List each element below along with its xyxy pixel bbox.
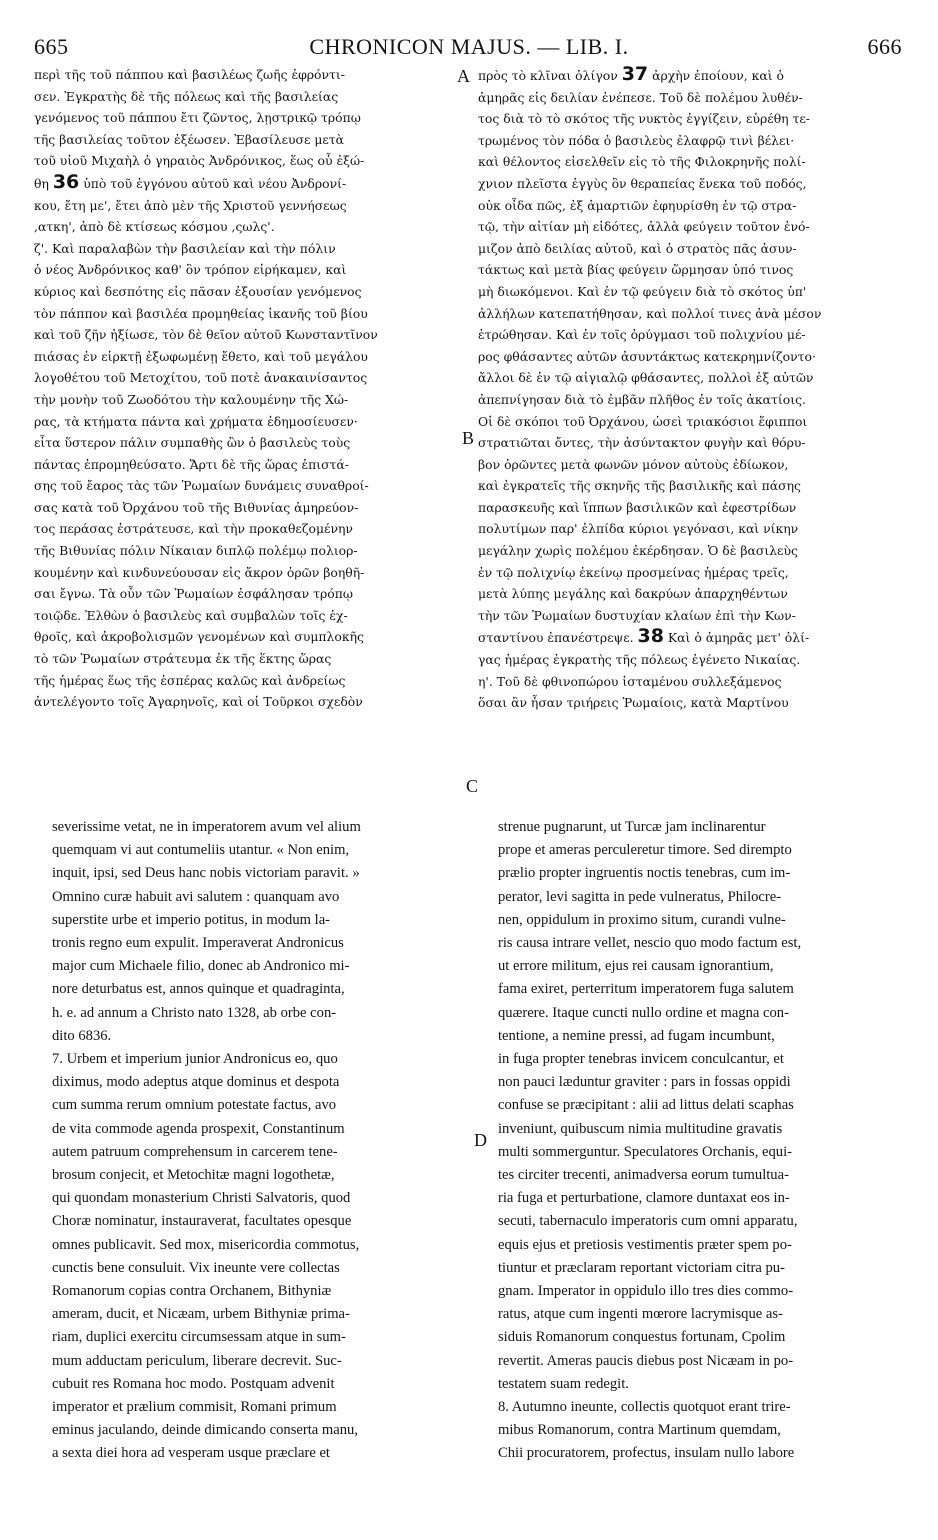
text-line: dito 6836.	[52, 1027, 112, 1044]
greek-text-right-column	[478, 64, 910, 714]
latin-text-left-column	[52, 816, 470, 1466]
text-line: Οἱ δὲ σκόποι τοῦ Ὀρχάνου, ὡσεὶ τριακόσιοι ἔφιπποι	[478, 413, 808, 429]
latin-text-right-column	[498, 816, 916, 1466]
text-line: inquit, ipsi, sed Deus hanc nobis victoriam paravit. »	[52, 865, 360, 882]
text-line: εἶτα ὕστερον πάλιν συμπαθὴς ὢν ὁ βασιλεὺς τοὺς	[34, 435, 351, 451]
text-line: Chii procuratorem, profectus, insulam nullo labore	[498, 1445, 795, 1462]
text-line: prælio propter ingruentis noctis tenebras, cum im-	[498, 865, 791, 882]
text-line: τὴν τῶν Ῥωμαίων δυστυχίαν κλαίων ἐπὶ τὴν Κων-	[478, 607, 796, 623]
text-line: ut errore militum, ejus rei causam ignorantium,	[498, 958, 774, 975]
text-line: περὶ τῆς τοῦ πάππου καὶ βασιλέως ζωῆς ἐφρόντι-	[34, 67, 345, 82]
text-line: cum summa rerum omnium potestate factus, avo	[52, 1097, 337, 1114]
text-line: confuse se præcipitant : alii ad littus delati scaphas	[498, 1097, 794, 1114]
text-line: τάκτως καὶ μετὰ βίας φεύγειν ὥρμησαν ὑπό τινος	[478, 262, 794, 278]
text-line: κου, ἔτη με', ἔτει ἀπὸ μὲν τῆς Χριστοῦ γεννήσεως	[34, 197, 347, 213]
text-line: ρας, τὰ κτήματα πάντα καὶ χρήματα ἐδημοσίευσεν·	[34, 413, 358, 429]
text-line: tiuntur et præclaram reportant victoriam citra pu-	[498, 1259, 785, 1276]
text-line: η'. Τοῦ δὲ φθινοπώρου ἱσταμένου συλλεξάμενος	[478, 673, 782, 689]
text-segment: ἀρχὴν ἐποίουν, καὶ ὁ	[648, 68, 785, 83]
text-line: testatem suam redegit.	[498, 1375, 629, 1392]
text-line: ἀπεπνίγησαν διὰ τὸ ἐμβᾶν πλῆθος ἐν τοῖς ἀκατίοις.	[478, 391, 806, 407]
text-line: quærere. Itaque cuncti nullo ordine et magna con-	[498, 1004, 789, 1021]
margin-letter-d: D	[474, 1130, 487, 1150]
text-line: inveniunt, quibuscum nimia multitudine gravatis	[498, 1120, 783, 1137]
text-line: tes circiter trecenti, animadversa eorum tumultua-	[498, 1167, 789, 1184]
text-line: ris causa intrare vellet, nescio quo modo factum est,	[498, 935, 802, 952]
text-line: τὸ τῶν Ῥωμαίων στράτευμα ἐκ τῆς ἕκτης ὥρας	[34, 651, 332, 667]
text-line: σεν. Ἐγκρατὴς δὲ τῆς πόλεως καὶ τῆς βασιλείας	[34, 88, 339, 104]
text-line: γενόμενος τοῦ πάππου ἔτι ζῶντος, λῃστρικῷ τρόπῳ	[34, 110, 361, 126]
text-line: major cum Michaele filio, donec ab Andronico mi-	[52, 958, 350, 975]
margin-letter-b: B	[462, 428, 475, 448]
text-line: τος περάσας ἐστράτευσε, καὶ τὴν προκαθεζομένην	[34, 521, 353, 537]
text-line: Choræ nominatur, instauraverat, facultates opesque	[52, 1213, 352, 1230]
text-line: μετὰ λύπης μεγάλης καὶ δακρύων ἀπαρχηθέντων	[478, 586, 788, 602]
text-line: τῆς Βιθυνίας πόλιν Νίκαιαν διπλῷ πολέμῳ πολιορ-	[34, 543, 358, 559]
text-line: τῆς βασιλείας τοῦτον ἐξέωσεν. Ἐβασίλευσε μετὰ	[34, 131, 345, 147]
text-line: omnes publicavit. Sed mox, misericordia commotus,	[52, 1236, 360, 1253]
text-line: τῷ, τὴν αἰτίαν μὴ εἰδότες, ἀλλὰ φεύγειν τοῦτον ἐνό-	[478, 219, 810, 235]
text-line: revertit. Ameras paucis diebus post Nicæam in po-	[498, 1352, 794, 1369]
text-line: imperator et prælium commisit, Romani primum	[52, 1399, 337, 1416]
text-line: λογοθέτου τοῦ Μετοχίτου, τοῦ ποτὲ ἀνακαινίσαντος	[34, 370, 368, 386]
text-line: τὴν μονὴν τοῦ Ζωοδότου τὴν καλουμένην τῆς Χώ-	[34, 391, 349, 407]
text-line: σας κατὰ τοῦ Ὀρχάνου τοῦ τῆς Βιθυνίας ἀμηρεύον-	[34, 499, 359, 515]
text-line: 8. Autumno ineunte, collectis quotquot erant trire-	[498, 1399, 791, 1416]
text-line: ἐν τῷ πολιχνίῳ ἐκείνῳ προσμείνας ἡμέρας τρεῖς,	[478, 564, 789, 580]
text-line: fama exiret, perterritum imperatorem fuga salutem	[498, 981, 794, 998]
text-line: καὶ ἐγκρατεῖς τῆς σκηνῆς τῆς βασιλικῆς καὶ πάσης	[478, 478, 801, 494]
text-line	[34, 172, 464, 195]
text-line: ria fuga et perturbatione, clamore duntaxat eos in-	[498, 1190, 790, 1207]
text-line: brosum conjecit, et Metochitæ magni logothetæ,	[52, 1167, 335, 1184]
page-number-left: 665	[34, 34, 69, 59]
text-line: τρωμένος τὸν πόδα ὁ βασιλεὺς ἐλαφρῷ τινὶ βέλει·	[478, 132, 795, 148]
text-line: θροῖς, καὶ ἀκροβολισμῶν γενομένων καὶ συμπλοκῆς	[34, 629, 364, 645]
text-segment: Καὶ ὁ ἀμηρᾶς μετ' ὀλί-	[663, 630, 810, 646]
margin-letter-a: A	[457, 66, 470, 86]
text-line: τῆς ἡμέρας ἕως τῆς ἑσπέρας καλῶς καὶ ἀνδρείως	[34, 672, 346, 688]
text-line: nen, oppidulum in proximo situm, curandi vulne-	[498, 911, 786, 928]
text-line: πιάσας ἐν εἱρκτῇ ἐξωφωμένῃ ἔθετο, καὶ τοῦ μεγάλου	[34, 348, 368, 364]
text-line	[478, 626, 910, 649]
text-line: riam, duplici exercitu circumsessam atque in sum-	[52, 1329, 346, 1346]
text-line: χνιον πλεῖστα ἐγγὺς ὂν θεραπείας ἕνεκα τοῦ ποδός,	[478, 175, 807, 191]
text-line: quemquam vi aut contumeliis utantur. « Non enim,	[52, 842, 350, 859]
text-line: mibus Romanorum, contra Martinum quemdam,	[498, 1422, 781, 1439]
text-line: siduis Romanorum conquestus fortunam, Cpolim	[498, 1329, 786, 1346]
text-line: ameram, ducit, et Nicæam, urbem Bithyniæ prima-	[52, 1306, 350, 1323]
text-line	[478, 64, 910, 87]
text-line: gnam. Imperator in oppidulo illo tres dies commo-	[498, 1283, 794, 1300]
text-line: non pauci læduntur graviter : pars in fossas oppidi	[498, 1074, 791, 1091]
text-line: βον ὁρῶντες μετὰ φωνῶν μόνον αὐτοὺς ἐδίωκον,	[478, 456, 789, 472]
text-line: ἀλλήλων κατεπατήθησαν, καὶ πολλοί τινες ἀνὰ μέσον	[478, 305, 822, 321]
text-line: κουμένην καὶ κινδυνεύουσαν εἰς ἄκρον ὁρῶν βοηθῆ-	[34, 564, 365, 580]
text-line: Romanorum copias contra Orchanem, Bithyniæ	[52, 1283, 332, 1300]
text-line: superstite urbe et imperio potitus, in modum la-	[52, 911, 331, 928]
text-line: tronis regno eum expulit. Imperaverat Andronicus	[52, 935, 344, 952]
text-line: cunctis bene consuluit. Vix ineunte vere collectas	[52, 1259, 340, 1276]
text-line: ρος φθάσαντες αὐτῶν ἀσυντάκτως κατεκρημνίζοντο·	[478, 348, 816, 364]
text-segment: πρὸς τὸ κλῖναι ὀλίγον	[478, 68, 622, 83]
text-line: de vita commode agenda prospexit, Constantinum	[52, 1120, 345, 1137]
text-line: qui quondam monasterium Christi Salvatoris, quod	[52, 1190, 351, 1207]
section-number: 38	[637, 626, 664, 648]
text-segment: σταντίνου ἐπανέστρεψε.	[478, 630, 638, 646]
running-title: CHRONICON MAJUS. — LIB. I.	[309, 34, 629, 59]
text-line: μεγάλην χωρὶς πολέμου ἐκέρδησαν. Ὁ δὲ βασιλεὺς	[478, 543, 798, 559]
text-line: ὅσαι ἂν ἦσαν τριήρεις Ῥωμαίοις, κατὰ Μαρτίνου	[478, 695, 789, 711]
text-line: autem patruum comprehensum in carcerem tene-	[52, 1143, 338, 1160]
text-line: in fuga propter tenebras invicem conculcantur, et	[498, 1051, 784, 1068]
text-line: Omnino curæ habuit avi salutem : quanquam avo	[52, 888, 340, 905]
text-segment: ὑπὸ τοῦ ἐγγόνου αὐτοῦ καὶ νέου Ἀνδρονί-	[79, 175, 347, 191]
text-line: ἄλλοι δὲ ἐν τῷ αἰγιαλῷ φθάσαντες, πολλοὶ ἐξ αὐτῶν	[478, 370, 814, 386]
text-line: κύριος καὶ δεσπότης εἰς πᾶσαν ἐξουσίαν γενόμενος	[34, 283, 362, 299]
text-line: μιζον ἀπὸ δειλίας αὐτοῦ, καὶ ὁ στρατὸς πᾶς ἀσυν-	[478, 240, 797, 256]
text-line: καὶ θέλοντος εἰσελθεῖν εἰς τὸ τῆς Φιλοκρηνῆς πολί-	[478, 154, 806, 170]
greek-text-left-column	[34, 64, 464, 713]
text-line: γας ἡμέρας ἐγκρατὴς τῆς πόλεως ἐγένετο Νικαίας.	[478, 652, 801, 668]
text-line: eminus jaculando, deinde dimicando conserta manu,	[52, 1422, 358, 1439]
section-number: 36	[52, 171, 80, 193]
text-line: ἐτρώθησαν. Καὶ ἐν τοῖς ὀρύγμασι τοῦ πολιχνίου μέ-	[478, 327, 806, 343]
text-line: οὐκ οἶδα πῶς, ἐξ ἁμαρτιῶν ἐφηυρίσθη ἐν τῷ στρα-	[478, 197, 797, 213]
text-line: τοιῷδε. Ἐλθὼν ὁ βασιλεὺς καὶ συμβαλὼν τοῖς ἐχ-	[34, 607, 348, 623]
text-line: cubuit res Romana hoc modo. Postquam advenit	[52, 1375, 335, 1392]
page-number-right: 666	[867, 34, 902, 59]
text-line: ratus, atque cum ingenti mœrore lacrymisque as-	[498, 1306, 783, 1323]
text-line: ἀμηρᾶς εἰς δειλίαν ἐνέπεσε. Τοῦ δὲ πολέμου λυθέν-	[478, 89, 803, 105]
text-line: tentione, a nemine pressi, ad fugam incumbunt,	[498, 1027, 775, 1044]
text-line: ,ατκη', ἀπὸ δὲ κτίσεως κόσμου ,ςωλς'.	[34, 219, 275, 235]
text-line: καὶ τοῦ ζῆν ἠξίωσε, τὸν δὲ θεῖον αὐτοῦ Κωνσταντῖνον	[34, 327, 378, 343]
text-line: a sexta diei hora ad vesperam usque præclare et	[52, 1445, 330, 1462]
text-line: πάντας ἐπρομηθεύσατο. Ἄρτι δὲ τῆς ὥρας ἐπιστά-	[34, 456, 349, 472]
text-line: τοῦ υἱοῦ Μιχαὴλ ὁ γηραιὸς Ἀνδρόνικος, ἕως οὗ ἐξώ-	[34, 153, 365, 169]
text-line: 7. Urbem et imperium junior Andronicus eo, quo	[52, 1051, 338, 1068]
text-line: τὸν πάππον καὶ βασιλέα προμηθείας ἱκανῆς τοῦ βίου	[34, 305, 368, 321]
text-line: perator, levi sagitta in pede vulneratus, Philocre-	[498, 888, 782, 905]
text-line: severissime vetat, ne in imperatorem avum vel alium	[52, 819, 361, 835]
text-line: strenue pugnarunt, ut Turcæ jam inclinarentur	[498, 819, 766, 835]
text-line: equis ejus et pretiosis vestimentis præter spem po-	[498, 1236, 792, 1253]
section-number: 37	[621, 64, 649, 85]
text-line: mum adductam periculum, liberare decrevit. Suc-	[52, 1352, 342, 1369]
text-line: σης τοῦ ἔαρος τὰς τῶν Ῥωμαίων δυνάμεις συναθροί-	[34, 478, 369, 494]
text-line: μὴ διωκόμενοι. Καὶ ἐν τῷ φεύγειν διὰ τὸ σκότος ὑπ'	[478, 283, 807, 299]
text-line: ζ'. Καὶ παραλαβὼν τὴν βασιλείαν καὶ τὴν πόλιν	[34, 240, 336, 256]
text-line: secuti, tabernaculo imperatoris cum omni apparatu,	[498, 1213, 798, 1230]
text-line: ἀντελέγοντο τοῖς Ἀγαρηνοῖς, καὶ οἱ Τοῦρκοι σχεδὸν	[34, 694, 363, 710]
text-line: diximus, modo adeptus atque dominus et despota	[52, 1074, 340, 1091]
text-line: σαι ἔγνω. Τὰ οὖν τῶν Ῥωμαίων ἐσφάλησαν τρόπῳ	[34, 586, 353, 602]
text-line: τος διὰ τὸ τὸ σκότος τῆς νυκτὸς ἐγγίζειν, εὑρέθη τε-	[478, 111, 810, 127]
text-line: h. e. ad annum a Christo nato 1328, ab orbe con-	[52, 1004, 337, 1021]
text-line: ὁ νέος Ἀνδρόνικος καθ' ὃν τρόπον εἰρήκαμεν, καὶ	[34, 262, 347, 278]
text-segment: θη	[34, 175, 53, 191]
text-line: παρασκευῆς καὶ ἵππων βασιλικῶν καὶ ἐφεστρίδων	[478, 499, 797, 515]
text-line: nore deturbatus est, annos quinque et quadraginta,	[52, 981, 345, 998]
text-line: multi sommerguntur. Speculatores Orchanis, equi-	[498, 1143, 792, 1160]
text-line: πολυτίμων παρ' ἐλπίδα κύριοι γεγόνασι, καὶ νίκην	[478, 521, 799, 537]
text-line: στρατιῶται ὄντες, τὴν ἀσύντακτον φυγὴν καὶ θόρυ-	[478, 435, 806, 451]
text-line: prope et ameras perculeretur timore. Sed dirempto	[498, 842, 792, 859]
margin-letter-c: C	[466, 776, 479, 796]
